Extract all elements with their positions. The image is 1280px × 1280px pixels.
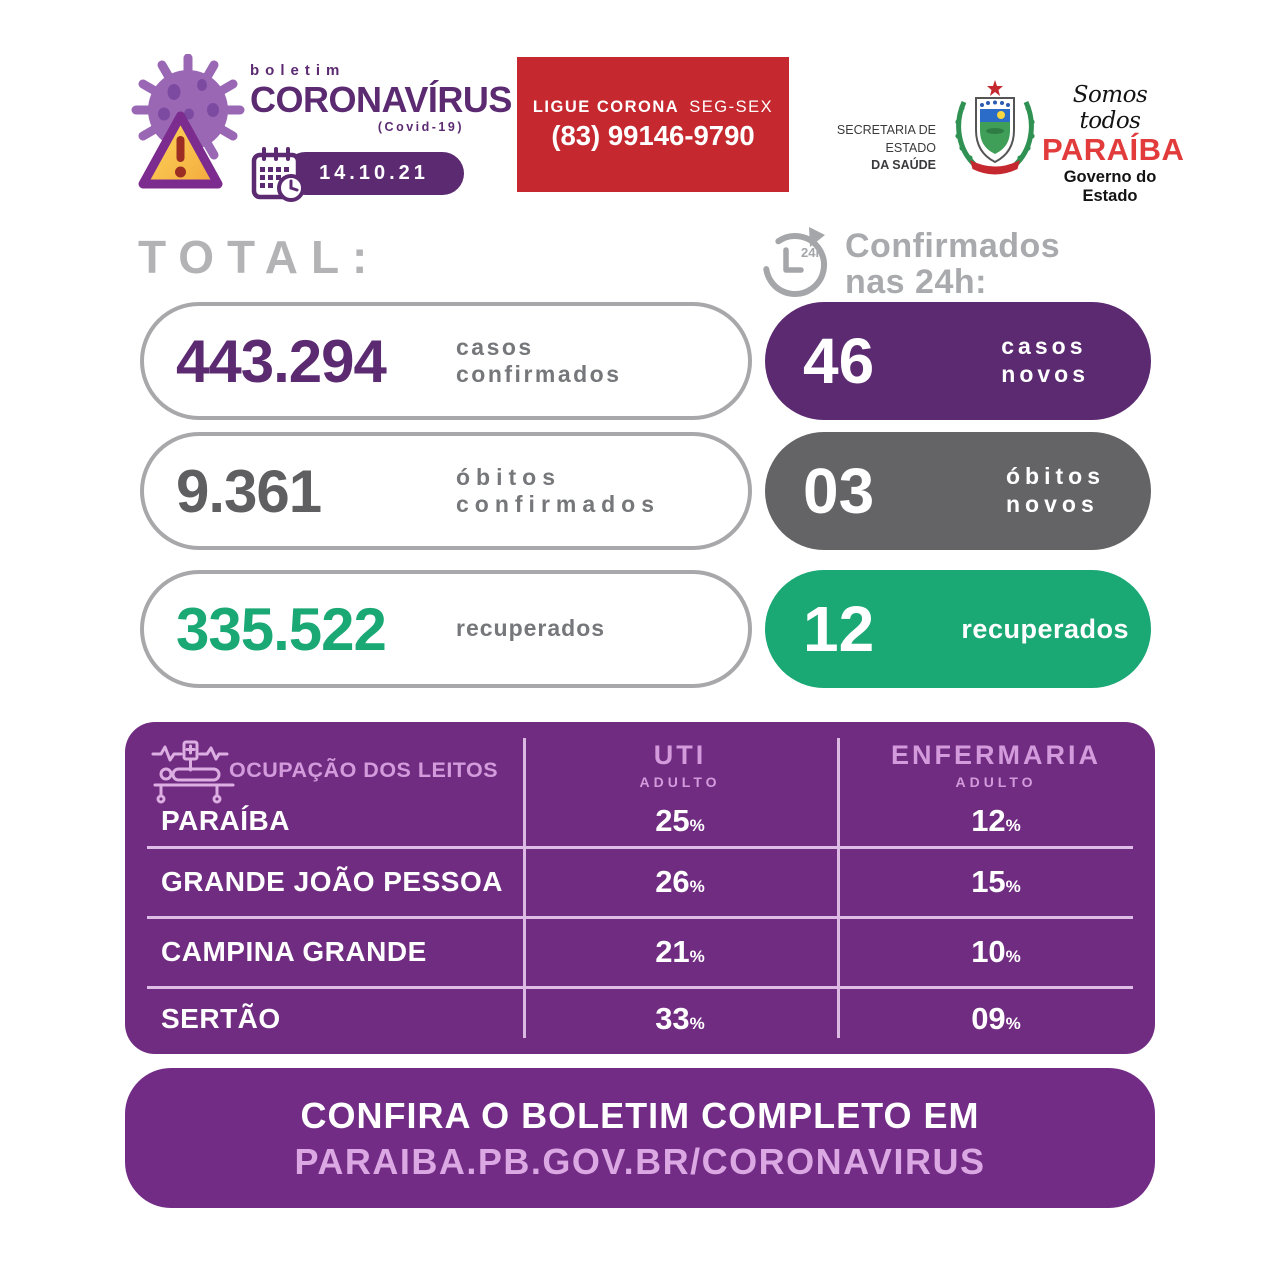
cta-text: CONFIRA O BOLETIM COMPLETO EM (300, 1095, 980, 1136)
uti-percentage: 21% (655, 934, 705, 969)
new-deaths-label: óbitos novos (1006, 463, 1105, 517)
enfermaria-percentage: 12% (971, 803, 1021, 838)
gov-state-name: PARAÍBA (1042, 132, 1185, 167)
enfermaria-percentage: 15% (971, 864, 1021, 899)
total-deaths-value: 9.361 (176, 457, 322, 525)
total-deaths-label: óbitos confirmados (456, 463, 661, 517)
region-label: CAMPINA GRANDE (161, 936, 427, 967)
secretaria-line1: SECRETARIA DE ESTADO (836, 123, 936, 155)
table-row (125, 988, 1155, 1050)
region-label: PARAÍBA (161, 805, 290, 836)
beds-occupancy-table (125, 722, 1155, 1054)
24h-icon-label: 24h (801, 245, 824, 260)
new-recovered-value: 12 (803, 593, 875, 665)
secretaria-label (792, 122, 936, 175)
boletim-label: boletim (250, 62, 346, 79)
column-header-uti: UTI ADULTO (639, 740, 721, 790)
hotline-label-line (533, 98, 773, 117)
total-cases-label: casos confirmados (456, 333, 622, 387)
government-logo (1042, 82, 1185, 206)
column-header-enfermaria: ENFERMARIA ADULTO (891, 740, 1101, 790)
hotline-label: LIGUE CORONA (532, 97, 680, 116)
beds-table-title: OCUPAÇÃO DOS LEITOS (229, 758, 499, 782)
date-row (250, 146, 464, 202)
region-label: SERTÃO (161, 1003, 281, 1034)
new-cases-value: 46 (803, 325, 875, 397)
hospital-bed-icon (151, 740, 237, 804)
table-row (125, 918, 1155, 986)
coronavirus-warning-icon (126, 54, 246, 200)
new-deaths-pill (765, 432, 1151, 550)
table-row (125, 848, 1155, 916)
brand-block (250, 62, 512, 202)
new-cases-label: casos novos (1001, 333, 1089, 387)
last24h-heading: Confirmados nas 24h: (845, 227, 1061, 302)
hotline-phone: (83) 99146-9790 (551, 119, 755, 151)
gov-subtitle: Governo do Estado (1063, 167, 1157, 205)
uti-percentage: 33% (655, 1001, 705, 1036)
region-label: GRANDE JOÃO PESSOA (161, 866, 503, 897)
calendar-clock-icon (250, 146, 308, 204)
secretaria-line2: DA SAÚDE (871, 158, 936, 172)
new-recovered-label: recuperados (961, 613, 1129, 644)
hotline-banner (517, 57, 789, 192)
total-cases-value: 443.294 (176, 327, 386, 395)
new-deaths-value: 03 (803, 455, 875, 527)
new-cases-pill (765, 302, 1151, 420)
date-badge: 14.10.21 (284, 152, 464, 195)
hotline-days: SEG-SEX (689, 97, 774, 116)
total-recovered-value: 335.522 (176, 595, 386, 663)
uti-percentage: 25% (655, 803, 705, 838)
bulletin-url-link[interactable]: PARAIBA.PB.GOV.BR/CORONAVIRUS (294, 1141, 986, 1182)
totals-heading: TOTAL: (138, 231, 381, 283)
gov-slogan: Somos todos (1072, 82, 1148, 134)
total-recovered-box (140, 570, 752, 688)
footer-cta-banner (125, 1068, 1155, 1208)
covid-subtitle: (Covid-19) (377, 119, 464, 134)
paraiba-coat-of-arms (950, 78, 1040, 182)
24h-refresh-clock-icon (756, 224, 834, 302)
total-recovered-label: recuperados (456, 615, 606, 642)
enfermaria-percentage: 10% (971, 934, 1021, 969)
enfermaria-percentage: 09% (971, 1001, 1021, 1036)
page-title: CORONAVÍRUS (250, 79, 512, 120)
new-recovered-pill (765, 570, 1151, 688)
table-row (125, 796, 1155, 846)
uti-percentage: 26% (655, 864, 705, 899)
total-deaths-box (140, 432, 752, 550)
total-cases-box (140, 302, 752, 420)
